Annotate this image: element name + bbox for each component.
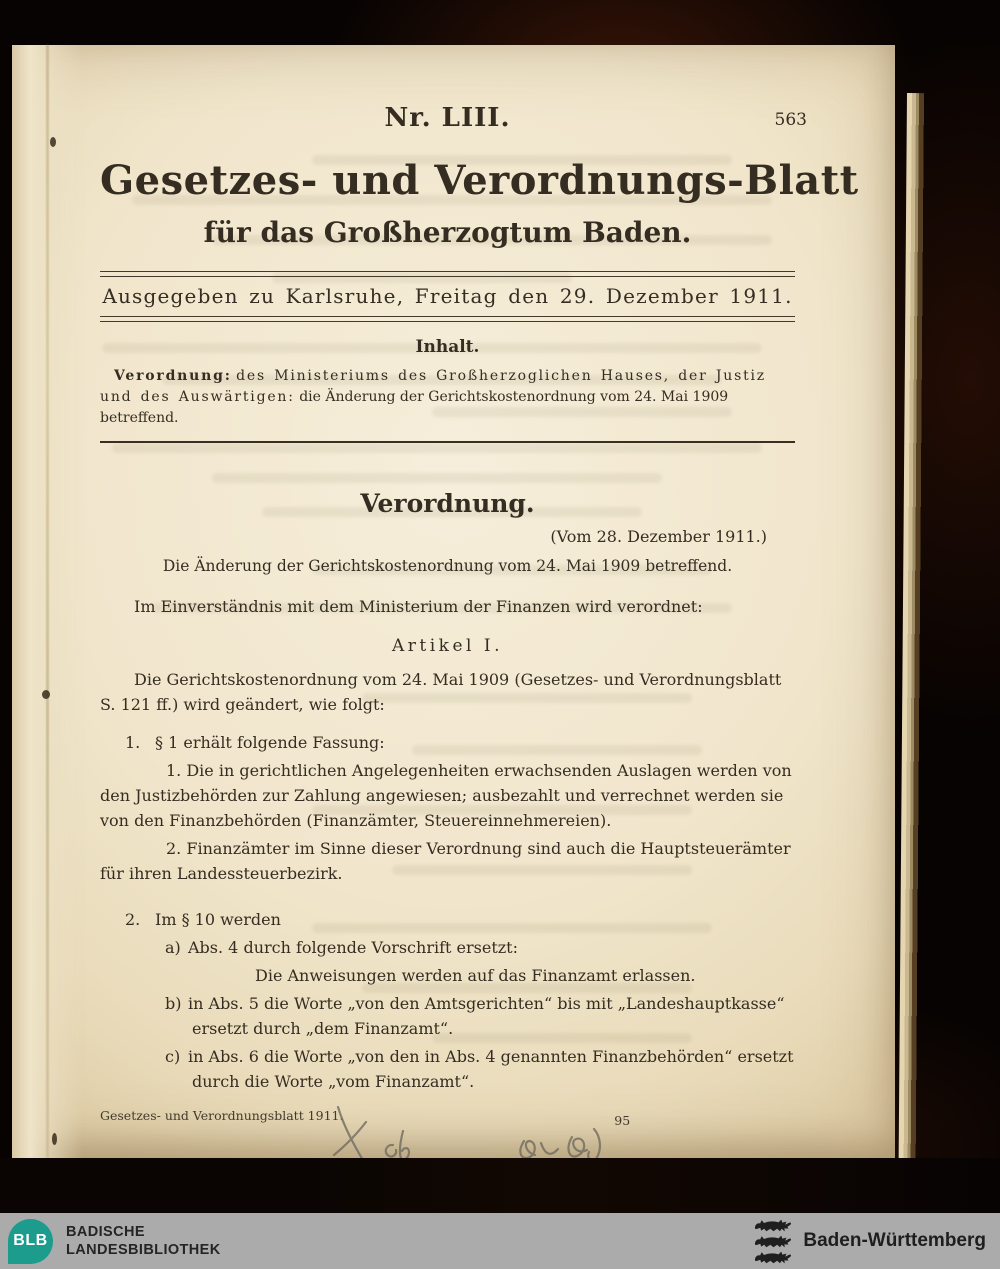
decree-subject: Die Änderung der Gerichtskostenordnung vom 24. Mai 1909 betreffend.	[162, 557, 733, 575]
section-rule	[100, 441, 795, 443]
baden-wuerttemberg-coat-of-arms-icon	[754, 1218, 792, 1264]
blb-logo-text: BLB	[13, 1232, 48, 1249]
subitem-a	[100, 935, 795, 960]
article-heading: Artikel I.	[392, 636, 503, 656]
inhalt-entry-plain: die Änderung der Gerichtskostenordnung vom 24. Mai 1909 betreffend.	[100, 389, 729, 426]
list-item-text: § 1 erhält folgende Fassung:	[155, 733, 385, 752]
list-item-2	[100, 907, 795, 932]
library-name-line1: BADISCHE	[66, 1223, 145, 1240]
dateline: Ausgegeben zu Karlsruhe, Freitag den 29. Dezember 1911.	[102, 284, 793, 308]
article-intro: Die Gerichtskostenordnung vom 24. Mai 1909 (Gesetzes- und Verordnungsblatt S. 121 ff.) wird geändert, wie folgt:	[100, 670, 782, 714]
item-1-paragraph-1: 1. Die in gerichtlichen Angelegenheiten erwachsenden Auslagen werden von den Justizbehörden zur Zahlung angewiesen; ausbezahlt und verrechnet werden sie von den Finanzbehörden (Finanzämter, Steuereinnehmereien).	[100, 761, 792, 830]
decree-intro: Im Einverständnis mit dem Ministerium der Finanzen wird verordnet:	[134, 597, 703, 616]
masthead-title: Gesetzes- und Verordnungs-Blatt	[100, 157, 859, 204]
scanned-page	[12, 45, 895, 1158]
subitem-a-inner: Die Anweisungen werden auf das Finanzamt erlassen.	[255, 966, 696, 985]
library-name	[66, 1223, 221, 1260]
inhalt-entry-spaced: des Ministeriums des Großherzoglichen Hauses, der Justiz und des Auswärtigen:	[100, 368, 766, 405]
subitem-text: in Abs. 6 die Worte „von den in Abs. 4 genannten Finanzbehörden“ ersetzt durch die Worte „vom Finanzamt“.	[188, 1047, 794, 1091]
subitem-letter: b)	[165, 994, 182, 1013]
double-rule	[100, 271, 795, 277]
page-stack-edge	[898, 93, 939, 1201]
subitem-letter: a)	[165, 938, 181, 957]
list-item-1	[100, 730, 795, 755]
state-name: Baden-Württemberg	[803, 1230, 986, 1251]
issue-number: Nr. LIII.	[384, 103, 511, 133]
list-item-text: Im § 10 werden	[155, 910, 281, 929]
page-content	[12, 45, 895, 1158]
list-item-number: 2.	[125, 910, 141, 929]
scan-background-band	[0, 1158, 1000, 1213]
item-1-paragraph-2: 2. Finanzämter im Sinne dieser Verordnung sind auch die Hauptsteuerämter für ihren Landessteuerbezirk.	[100, 839, 791, 883]
subitem-letter: c)	[165, 1047, 181, 1066]
library-name-line2: LANDESBIBLIOTHEK	[66, 1242, 221, 1258]
inhalt-entry-label: Verordnung:	[114, 368, 232, 384]
volume-footer-text: Gesetzes- und Verordnungsblatt 1911.	[100, 1108, 344, 1123]
subitem-text: in Abs. 5 die Worte „von den Amtsgerichten“ bis mit „Landeshauptkasse“ ersetzt durch „dem Finanzamt“.	[188, 994, 785, 1038]
double-rule	[100, 316, 795, 322]
subitem-text: Abs. 4 durch folgende Vorschrift ersetzt:	[188, 938, 518, 957]
sheet-signature-number: 95	[614, 1113, 631, 1128]
list-item-number: 1.	[125, 733, 141, 752]
decree-date: (Vom 28. Dezember 1911.)	[550, 527, 767, 546]
masthead-subtitle: für das Großherzogtum Baden.	[203, 216, 692, 249]
inhalt-entry	[100, 366, 795, 429]
blb-logo	[8, 1219, 53, 1264]
page-footer-line	[100, 1108, 795, 1128]
page-number: 563	[774, 110, 807, 130]
subitem-c	[100, 1044, 795, 1094]
inhalt-heading: Inhalt.	[415, 337, 480, 357]
library-footer	[0, 1213, 1000, 1269]
subitem-b	[100, 991, 795, 1041]
decree-heading: Verordnung.	[360, 489, 535, 518]
